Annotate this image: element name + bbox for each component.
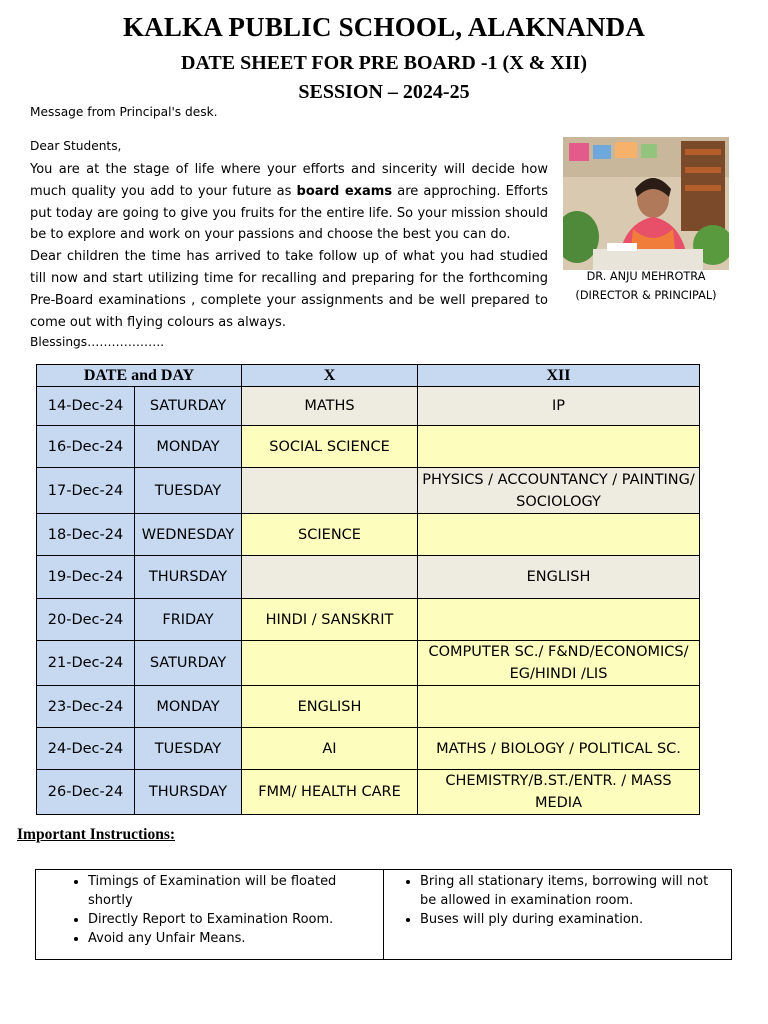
table-row	[37, 728, 700, 770]
exam-date: 24-Dec-24	[37, 728, 135, 770]
message-paragraph-1: You are at the stage of life where your efforts and sincerity will decide how much quality you add to your future as board exams are approching. Efforts put today are going to give you fruits for the entire life. So your mission should be to explore and work on your passions and choose the best you can do.	[30, 162, 548, 243]
exam-date: 17-Dec-24	[37, 468, 135, 514]
exam-date: 14-Dec-24	[37, 387, 135, 426]
subject-xii	[418, 426, 700, 468]
table-header-row	[37, 365, 700, 387]
exam-day: TUESDAY	[135, 728, 242, 770]
principal-designation: (DIRECTOR & PRINCIPAL)	[575, 289, 717, 302]
subject-x: SCIENCE	[242, 514, 418, 556]
subject-x: HINDI / SANSKRIT	[242, 599, 418, 641]
exam-day: THURSDAY	[135, 770, 242, 815]
table-row	[37, 556, 700, 599]
subject-xii	[418, 686, 700, 728]
exam-date: 20-Dec-24	[37, 599, 135, 641]
instructions-left-list	[36, 872, 383, 948]
principal-name: DR. ANJU MEHROTRA	[586, 270, 706, 283]
subject-xii: MATHS / BIOLOGY / POLITICAL SC.	[418, 728, 700, 770]
table-row	[37, 426, 700, 468]
instructions-right-column	[383, 870, 731, 959]
exam-day: TUESDAY	[135, 468, 242, 514]
instructions-title: Important Instructions:	[17, 826, 176, 843]
subject-xii: COMPUTER SC./ F&ND/ECONOMICS/ EG/HINDI /LIS	[418, 641, 700, 686]
table-row	[37, 599, 700, 641]
list-item: • Timings of Examination will be floated shortly	[88, 872, 383, 910]
datesheet-table	[36, 364, 700, 815]
exam-day: FRIDAY	[135, 599, 242, 641]
message-greeting: Dear Students,	[30, 139, 122, 153]
table-row	[37, 686, 700, 728]
exam-day: MONDAY	[135, 426, 242, 468]
exam-date: 19-Dec-24	[37, 556, 135, 599]
table-row	[37, 514, 700, 556]
subject-x: MATHS	[242, 387, 418, 426]
datesheet-title: DATE SHEET FOR PRE BOARD -1 (X & XII)	[181, 52, 587, 74]
exam-day: WEDNESDAY	[135, 514, 242, 556]
subject-xii: IP	[418, 387, 700, 426]
header-class-xii: XII	[418, 365, 700, 387]
subject-x	[242, 556, 418, 599]
list-item: • Directly Report to Examination Room.	[88, 910, 383, 929]
subject-xii: PHYSICS / ACCOUNTANCY / PAINTING/ SOCIOLOGY	[418, 468, 700, 514]
message-heading: Message from Principal's desk.	[30, 105, 218, 119]
exam-date: 26-Dec-24	[37, 770, 135, 815]
list-item: • Avoid any Unfair Means.	[88, 929, 383, 948]
table-row	[37, 641, 700, 686]
exam-day: MONDAY	[135, 686, 242, 728]
message-body	[30, 159, 548, 333]
message-paragraph-2: Dear children the time has arrived to take follow up of what you had studied till now and start utilizing time for recalling and preparing for the forthcoming Pre-Board examinations , complete your assignments and be well prepared to come out with flying colours as always.	[30, 249, 548, 330]
board-exams-emphasis: board exams	[296, 183, 393, 199]
exam-day: THURSDAY	[135, 556, 242, 599]
header-class-x: X	[242, 365, 418, 387]
subject-xii	[418, 599, 700, 641]
table-row	[37, 770, 700, 815]
instructions-right-list	[384, 872, 731, 929]
subject-x	[242, 468, 418, 514]
exam-date: 23-Dec-24	[37, 686, 135, 728]
subject-xii	[418, 514, 700, 556]
subject-xii: CHEMISTRY/B.ST./ENTR. / MASS MEDIA	[418, 770, 700, 815]
principal-photo	[563, 137, 729, 270]
subject-x: AI	[242, 728, 418, 770]
principal-caption	[563, 267, 729, 305]
subject-xii: ENGLISH	[418, 556, 700, 599]
exam-date: 18-Dec-24	[37, 514, 135, 556]
exam-day: SATURDAY	[135, 387, 242, 426]
message-blessings: Blessings……………….	[30, 335, 165, 349]
table-row	[37, 387, 700, 426]
header-date-day: DATE and DAY	[37, 365, 242, 387]
subject-x: ENGLISH	[242, 686, 418, 728]
principal-photo-image	[563, 137, 729, 270]
table-row	[37, 468, 700, 514]
list-item: • Bring all stationary items, borrowing will not be allowed in examination room.	[420, 872, 721, 910]
exam-day: SATURDAY	[135, 641, 242, 686]
subject-x: FMM/ HEALTH CARE	[242, 770, 418, 815]
instructions-box	[35, 869, 732, 960]
exam-date: 21-Dec-24	[37, 641, 135, 686]
session-title: SESSION – 2024-25	[298, 81, 470, 103]
list-item: • Buses will ply during examination.	[420, 910, 721, 929]
instructions-left-column	[36, 870, 383, 959]
subject-x: SOCIAL SCIENCE	[242, 426, 418, 468]
exam-date: 16-Dec-24	[37, 426, 135, 468]
school-name: KALKA PUBLIC SCHOOL, ALAKNANDA	[122, 12, 646, 42]
subject-x	[242, 641, 418, 686]
